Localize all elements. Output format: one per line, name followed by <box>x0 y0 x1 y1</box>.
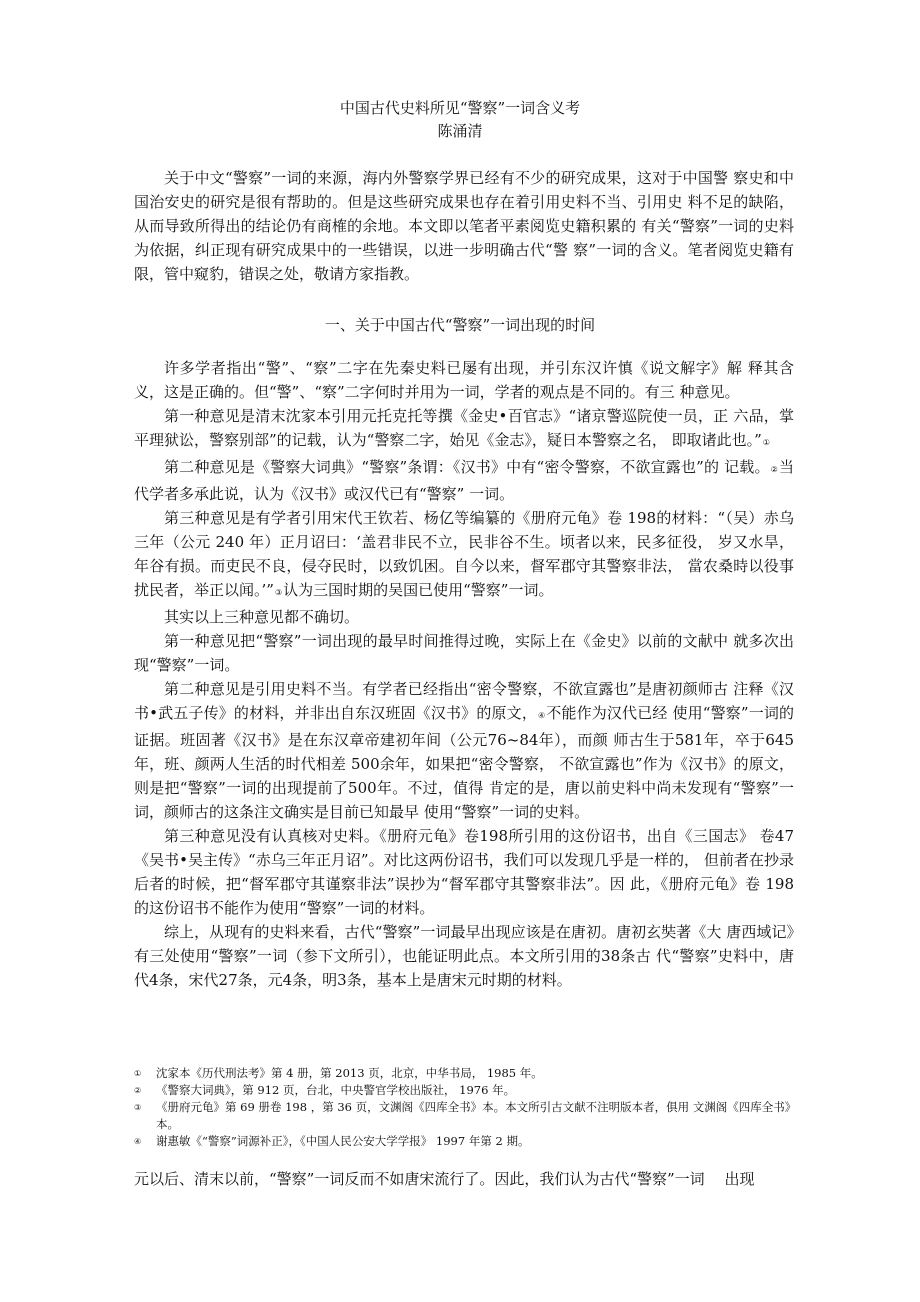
footnote: ④ 谢惠敏《“警察”词源补正》，《中国人民公安大学学报》 1997 年第 2 期。 <box>134 1134 530 1148</box>
intro-paragraph: 关于中文“警察”一词的来源，海内外警察学界已经有不少的研究成果，这对于中国警 察史和中国治安史的研究是很有帮助的。但是这些研究成果也存在着引用史料不当、引用史 料不足的缺陷，从而导致所得出的结论仍有商榷的余地。本文即以笔者平素阅览史籍积累的 有关“警察”一词的史料为依据，纠正现有研究成果中的一些错误，以进一步明确古代“警 察”一词的含义。笔者阅览史籍有限，管中窥豹，错误之处，敬请方家指教。 <box>134 169 794 283</box>
footnotes <box>134 1065 799 1150</box>
paper-title: 中国古代史料所见“警察”一词含义考 <box>339 99 581 117</box>
footnote-number: ② <box>134 1086 142 1095</box>
body-paragraph: 第一种意见把“警察”一词出现的最早时间推得过晚，实际上在《金史》以前的文献中 就多次出现“警察”一词。 <box>134 632 794 674</box>
footnote-marker: ① <box>762 438 770 447</box>
main-section <box>134 356 794 992</box>
intro-section <box>134 166 794 286</box>
footnote: ① 沈家本《历代刑法考》第 4 册，第 2013 页，北京，中华书局， 1985 年。 <box>134 1066 543 1080</box>
body-paragraph: 第二种意见是引用史料不当。有学者已经指出“密令警察，不欲宣露也”是唐初颜师古 注释《汉书•武五子传》的材料，并非出自东汉班固《汉书》的原文，④不能作为汉代已经 使用“警察”一词的证据。班固著《汉书》是在东汉章帝建初年间（公元76~84年），而颜 师古生于581年，卒于645年，班、颜两人生活的时代相差 500余年，如果把“密令警察， 不欲宣露也”作为《汉书》的原文，则是把“警察”一词的出现提前了500年。不过，值得 肯定的是，唐以前史料中尚未发现有“警察”一词，颜师古的这条注文确实是目前已知最早 使用“警察”一词的史料。 <box>134 680 794 821</box>
footnote-number: ③ <box>134 1103 142 1112</box>
footnote: ② 《警察大词典》，第 912 页，台北，中央警官学校出版社， 1976 年。 <box>134 1083 516 1097</box>
body-paragraph: 第一种意见是清末沈家本引用元托克托等撰《金史•百官志》“诸京警巡院使一员，正 六品，掌平理狱讼，警察别部”的记载，认为“警察二字，始见《金志》，疑日本警察之名， 即取诸此也。”① <box>134 407 794 449</box>
footnote-number: ① <box>134 1069 142 1078</box>
body-paragraph: 第二种意见是《警察大词典》“警察”条谓：《汉书》中有“密令警察，不欲宣露也”的 记载。②当代学者多承此说，认为《汉书》或汉代已有“警察” 一词。 <box>134 458 795 503</box>
footnote-marker: ③ <box>274 588 283 597</box>
section-heading: 一、关于中国古代“警察”一词出现的时间 <box>324 316 596 334</box>
footnote-marker: ② <box>770 465 778 474</box>
continuation-line: 元以后、清末以前，“警察”一词反而不如唐宋流行了。因此，我们认为古代“警察”一词 出现 <box>134 1170 755 1188</box>
body-paragraph: 第三种意见没有认真核对史料。《册府元龟》卷198所引用的这份诏书，出自《三国志》 卷47《吴书•吴主传》“赤乌三年正月诏”。对比这两份诏书，我们可以发现几乎是一样的， 但前者在抄录后者的时候，把“督军郡守其谨察非法”误抄为“督军郡守其警察非法”。因 此，《册府元龟》卷 198 的这份诏书不能作为使用“警察”一词的材料。 <box>134 827 794 917</box>
body-paragraph: 第三种意见是有学者引用宋代王钦若、杨亿等编纂的《册府元龟》卷 198的材料：“（吴）赤乌三年（公元 240 年）正月诏曰：‘盖君非民不立，民非谷不生。顷者以来，民多征役， 岁又水旱，年谷有损。而吏民不良，侵夺民时，以致饥困。自今以来，督军郡守其警察非法， 當农桑時以役事扰民者，举正以闻。’”③认为三国时期的吴国已使用“警察”一词。 <box>134 509 794 599</box>
footnote: ③ 《册府元龟》第 69 册卷 198 ，第 36 页，文渊阁《四库全书》本。本文所引古文献不注明版本者，俱用 文渊阁《四库全书》本。 <box>134 1100 797 1131</box>
body-paragraph: 综上，从现有的史料来看，古代“警察”一词最早出现应该是在唐初。唐初玄奘著《大 唐西域记》有三处使用“警察”一词（参下文所引），也能证明此点。本文所引用的38条古 代“警察”史料中，唐代4条，宋代27条，元4条，明3条，基本上是唐宋元时期的材料。 <box>134 923 795 989</box>
body-paragraph: 许多学者指出“警”、“察”二字在先秦史料已屡有出现，并引东汉许慎《说文解字》解 释其含义，这是正确的。但“警”、“察”二字何时并用为一词，学者的观点是不同的。有三 种意见。 <box>134 359 794 401</box>
footnote-number: ④ <box>134 1137 142 1146</box>
footnote-marker: ④ <box>537 711 546 720</box>
body-paragraph: 其实以上三种意见都不确切。 <box>164 608 360 626</box>
paper-author: 陈涌清 <box>437 122 483 140</box>
